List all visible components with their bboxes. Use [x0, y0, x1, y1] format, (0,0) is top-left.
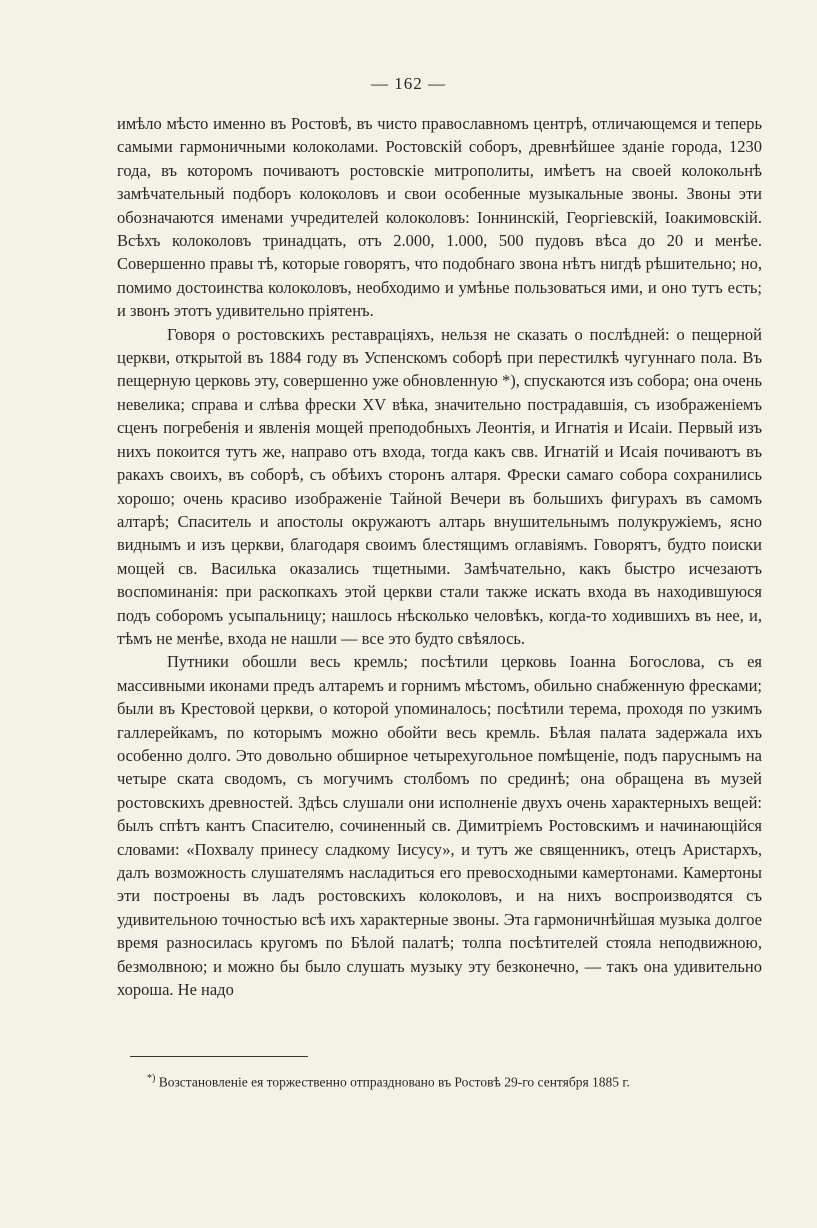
- paragraph-1: имѣло мѣсто именно въ Ростовѣ, въ чисто православномъ центрѣ, отличающемся и теперь самыми гармоничными колоколами. Ростовскій соборъ, древнѣйшее зданіе города, 1230 года, въ которомъ почиваютъ ростовскіе митрополиты, имѣетъ на своей колокольнѣ замѣчательный подборъ колоколовъ и свои особенные музыкальные звоны. Звоны эти обозначаются именами учредителей колоколовъ: Іоннинскій, Георгіевскій, Іоакимовскій. Всѣхъ колоколовъ тринадцать, отъ 2.000, 1.000, 500 пудовъ вѣса до 20 и менѣе. Совершенно правы тѣ, которые говорятъ, что подобнаго звона нѣтъ нигдѣ рѣшительно; но, помимо достоинства колоколовъ, необходимо и умѣнье пользоваться ими, и оно тутъ есть; и звонъ этотъ удивительно пріятенъ.: [117, 114, 762, 321]
- footnote-text: Возстановленіе ея торжественно отпраздновано въ Ростовѣ 29-го сентября 1885 г.: [158, 1074, 630, 1090]
- paragraph-3: Путники обошли весь кремль; посѣтили церковь Іоанна Богослова, съ ея массивными иконами предъ алтаремъ и горнимъ мѣстомъ, обильно снабженную фресками; были въ Крестовой церкви, о которой упоминалось; посѣтили терема, проходя по узкимъ галлерейкамъ, по которымъ можно обойти весь кремль. Бѣлая палата задержала ихъ особенно долго. Это довольно обширное четырехугольное помѣщеніе, подъ паруснымъ на четыре ската сводомъ, съ могучимъ столбомъ по срединѣ; она обращена въ музей ростовскихъ древностей. Здѣсь слушали они исполненіе двухъ очень характерныхъ вещей: былъ спѣтъ кантъ Спасителю, сочиненный св. Димитріемъ Ростовскимъ и начинающійся словами: «Похвалу принесу сладкому Іисусу», и тутъ же священникъ, отецъ Аристархъ, далъ возможность слушателямъ насладиться его превосходными камертонами. Камертоны эти построены въ ладъ ростовскихъ колоколовъ, и на нихъ воспроизводятся съ удивительною точностью всѣ ихъ характерные звоны. Эта гармоничнѣйшая музыка долгое время разносилась кругомъ по Бѣлой палатѣ; толпа посѣтителей стояла неподвижною, безмолвною; и можно бы было слушать музыку эту безконечно, — такъ она удивительно хороша. Не надо: [117, 652, 762, 1000]
- paragraph-2: Говоря о ростовскихъ реставраціяхъ, нельзя не сказать о послѣдней: о пещерной церкви, открытой въ 1884 году въ Успенскомъ соборѣ при перестилкѣ чугуннаго пола. Въ пещерную церковь эту, совершенно уже обновленную *), спускаются изъ собора; она очень невелика; справа и слѣва фрески XV вѣка, значительно пострадавшія, съ изображеніемъ сценъ погребенія и явленія мощей преподобныхъ Леонтія, и Игнатія и Исаіи. Первый изъ нихъ покоится тутъ же, направо отъ входа, тогда какъ свв. Игнатій и Исаія почиваютъ въ ракахъ своихъ, въ соборѣ, съ обѣихъ сторонъ алтаря. Фрески самаго собора сохранились хорошо; очень красиво изображеніе Тайной Вечери въ большихъ фигурахъ въ самомъ алтарѣ; Спаситель и апостолы окружаютъ алтарь внушительнымъ полукружіемъ, ясно виднымъ и изъ церкви, благодаря своимъ блестящимъ оглавіямъ. Говорятъ, будто поиски мощей св. Василька оказались тщетными. Замѣчательно, какъ быстро исчезаютъ воспоминанія: при раскопкахъ этой церкви стали также искать входа въ находившуюся подъ соборомъ усыпальницу; нашлось нѣсколько человѣкъ, когда-то ходившихъ въ нее, и, тѣмъ не менѣе, входа не нашли — все это будто свѣялось.: [117, 324, 762, 648]
- page-number: — 162 —: [371, 74, 446, 93]
- footnote-marker: *): [147, 1073, 156, 1084]
- body-text: [117, 112, 762, 1001]
- footnote: [117, 1070, 767, 1092]
- footnote-divider: [130, 1056, 308, 1057]
